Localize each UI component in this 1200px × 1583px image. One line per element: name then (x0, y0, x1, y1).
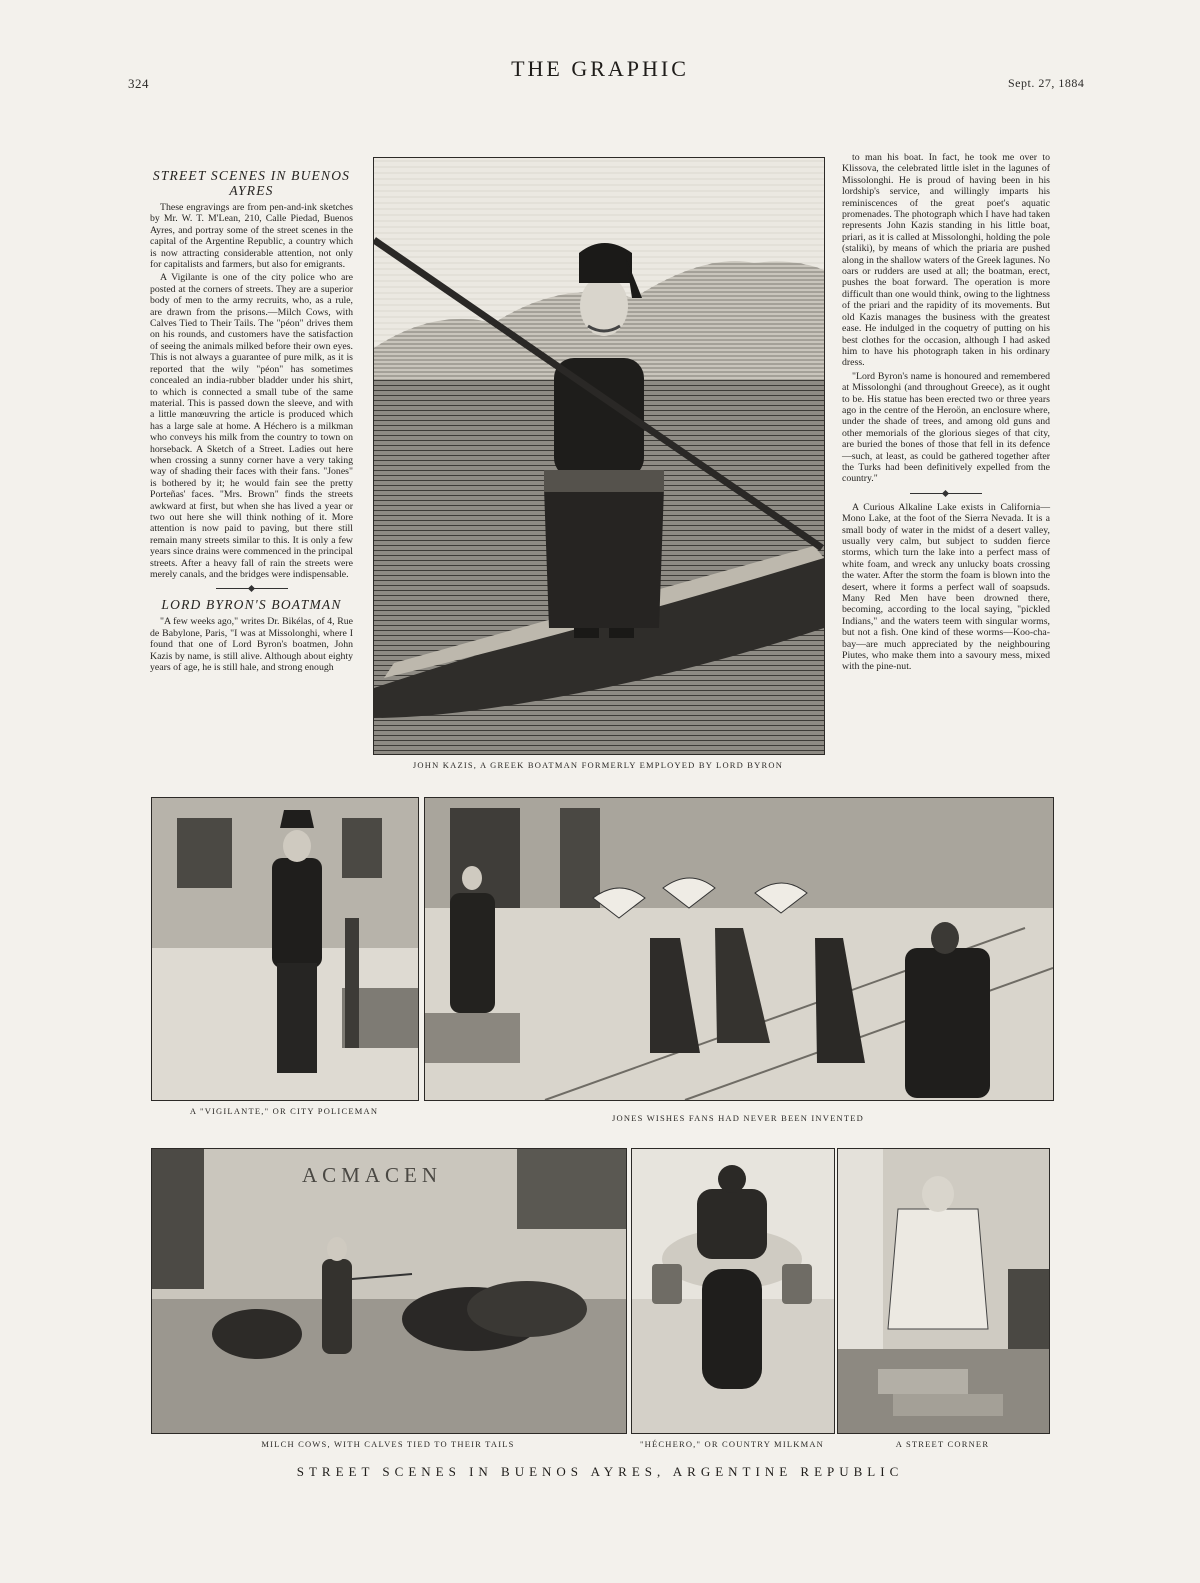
article-body-street-scenes (150, 202, 353, 580)
paragraph: A Curious Alkaline Lake exists in California—Mono Lake, at the foot of the Sierra Nevada. It is a small body of water in the midst of a desert valley, usually very calm, but subject to sudden fierce storms, which turn the lake into a perfect mass of white foam, and wreck any unlucky boats crossing the water. After the storm the foam is blown into the desert, where it forms a perfect wall of soapsuds. Many Red Men have been drowned there, becoming, according to the local saying, "pickled Indians," and the waters teem with singular worms, but not a fish. One kind of these worms—Koo-cha-bay—are much appreciated by the neighbouring Piutes, who make them into a savoury mess, mixed with the pine-nut. (842, 501, 1050, 673)
street-corner-engraving (837, 1148, 1050, 1434)
article-heading-byrons-boatman: LORD BYRON'S BOATMAN (161, 597, 342, 613)
article-body-byron-continued (842, 152, 1050, 485)
page-number: 324 (128, 76, 149, 91)
boatman-caption: JOHN KAZIS, A GREEK BOATMAN FORMERLY EMPLOYED BY LORD BYRON (412, 760, 784, 770)
left-column (150, 168, 353, 675)
article-body-byrons-boatman (150, 616, 353, 673)
shop-sign-text: ACMACEN (302, 1163, 443, 1187)
paragraph: to man his boat. In fact, he took me over to Klissova, the celebrated little islet in the lagunes of Missolonghi. He is proud of having been in his lordship's service, and willingly imparts his reminiscences of the great poet's aquatic promenades. The photograph which I have had taken represents John Kazis standing in his little boat, priari, as it is called at Missolonghi, holding the pole (staliki), by means of which the priaria are pushed along in the shallow waters of the Greek lagunes. No oars or rudders are used at all; the boatman, erect, pushes the boat forward. The operation is more difficult than one would think, owing to the lightness of the priari and the rapidity of its movements. But old Kazis manages the business with the greatest ease. He indulged in the coquetry of putting on his best clothes for the occasion, although I had asked him to have his photograph taken in his ordinary dress. (842, 152, 1050, 369)
plate-series-caption: STREET SCENES IN BUENOS AYRES, ARGENTINE REPUBLIC (296, 1464, 904, 1479)
section-divider (216, 588, 288, 589)
vigilante-engraving (151, 797, 419, 1101)
hechero-caption: "HÉCHERO," OR COUNTRY MILKMAN (639, 1439, 825, 1449)
milch-cows-caption: MILCH COWS, WITH CALVES TIED TO THEIR TAILS (261, 1439, 515, 1449)
jones-engraving (424, 797, 1054, 1101)
jones-caption: JONES WISHES FANS HAD NEVER BEEN INVENTED (612, 1113, 864, 1123)
masthead-title: THE GRAPHIC (511, 56, 689, 81)
boatman-engraving (373, 157, 825, 755)
paragraph: A Vigilante is one of the city police who are posted at the corners of streets. They are a superior body of men to the army recruits, who, as a rule, are drawn from the prisons.—Milch Cows, with Calves Tied to Their Tails. The "péon" drives them on his rounds, and customers have the satisfaction of seeing the animals milked before their own eyes. This is not always a guarantee of pure milk, as it is reported that the wily "péon" has sometimes concealed an india-rubber bladder under his shirt, to which is connected a small tube of the same material. This is passed down the sleeve, and with a little manœuvring the article is produced which has a large sale at home. A Héchero is a milkman who conveys his milk from the country to town on horseback. A Sketch of a Street. Ladies out here when crossing a sunny corner have a very taking way of shading their faces with their fans. "Jones" is bothered by it; he would fain see the pretty Porteñas' faces. "Mrs. Brown" finds the streets awkward at first, but when she has lived a year or two out here she will think nothing of it. More attention is now paid to paving, but there still remain many streets similar to this. It is only a few years since drains were commenced in the principal streets. After a heavy fall of rain the streets were merely canals, and the bridges were indispensable. (150, 272, 353, 580)
hechero-engraving (631, 1148, 835, 1434)
section-divider (910, 493, 982, 494)
milch-cows-engraving (151, 1148, 627, 1434)
paragraph: "Lord Byron's name is honoured and remembered at Missolonghi (and throughout Greece), as it ought to be. His statue has been erected two or three years ago in the centre of the Heroön, an enclosure where, under the shade of trees, and among old guns and other memorials of the glorious sieges of that city, are buried the bones of those that fell in its defence—such, at least, as could be gathered together after the Turks had been definitively expelled from the country." (842, 370, 1050, 485)
article-heading-street-scenes: STREET SCENES IN BUENOS AYRES (152, 168, 351, 198)
issue-date: Sept. 27, 1884 (1008, 76, 1085, 90)
paragraph: These engravings are from pen-and-ink sketches by Mr. W. T. M'Lean, 210, Calle Piedad, Buenos Ayres, and portray some of the street scenes in the capital of the Argentine Republic, a country which is now attracting considerable attention, not only for capitalists and farmers, but also for emigrants. (150, 202, 353, 271)
vigilante-caption: A "VIGILANTE," OR CITY POLICEMAN (189, 1106, 379, 1116)
street-corner-caption: A STREET CORNER (895, 1439, 990, 1449)
article-body-alkaline-lake (842, 502, 1050, 673)
right-column (842, 152, 1050, 675)
paragraph: "A few weeks ago," writes Dr. Bikélas, of 4, Rue de Babylone, Paris, "I was at Missolonghi, where I found that one of Lord Byron's boatmen, John Kazis by name, is still alive. Although about eighty years of age, he is still hale, and strong enough (150, 616, 353, 674)
